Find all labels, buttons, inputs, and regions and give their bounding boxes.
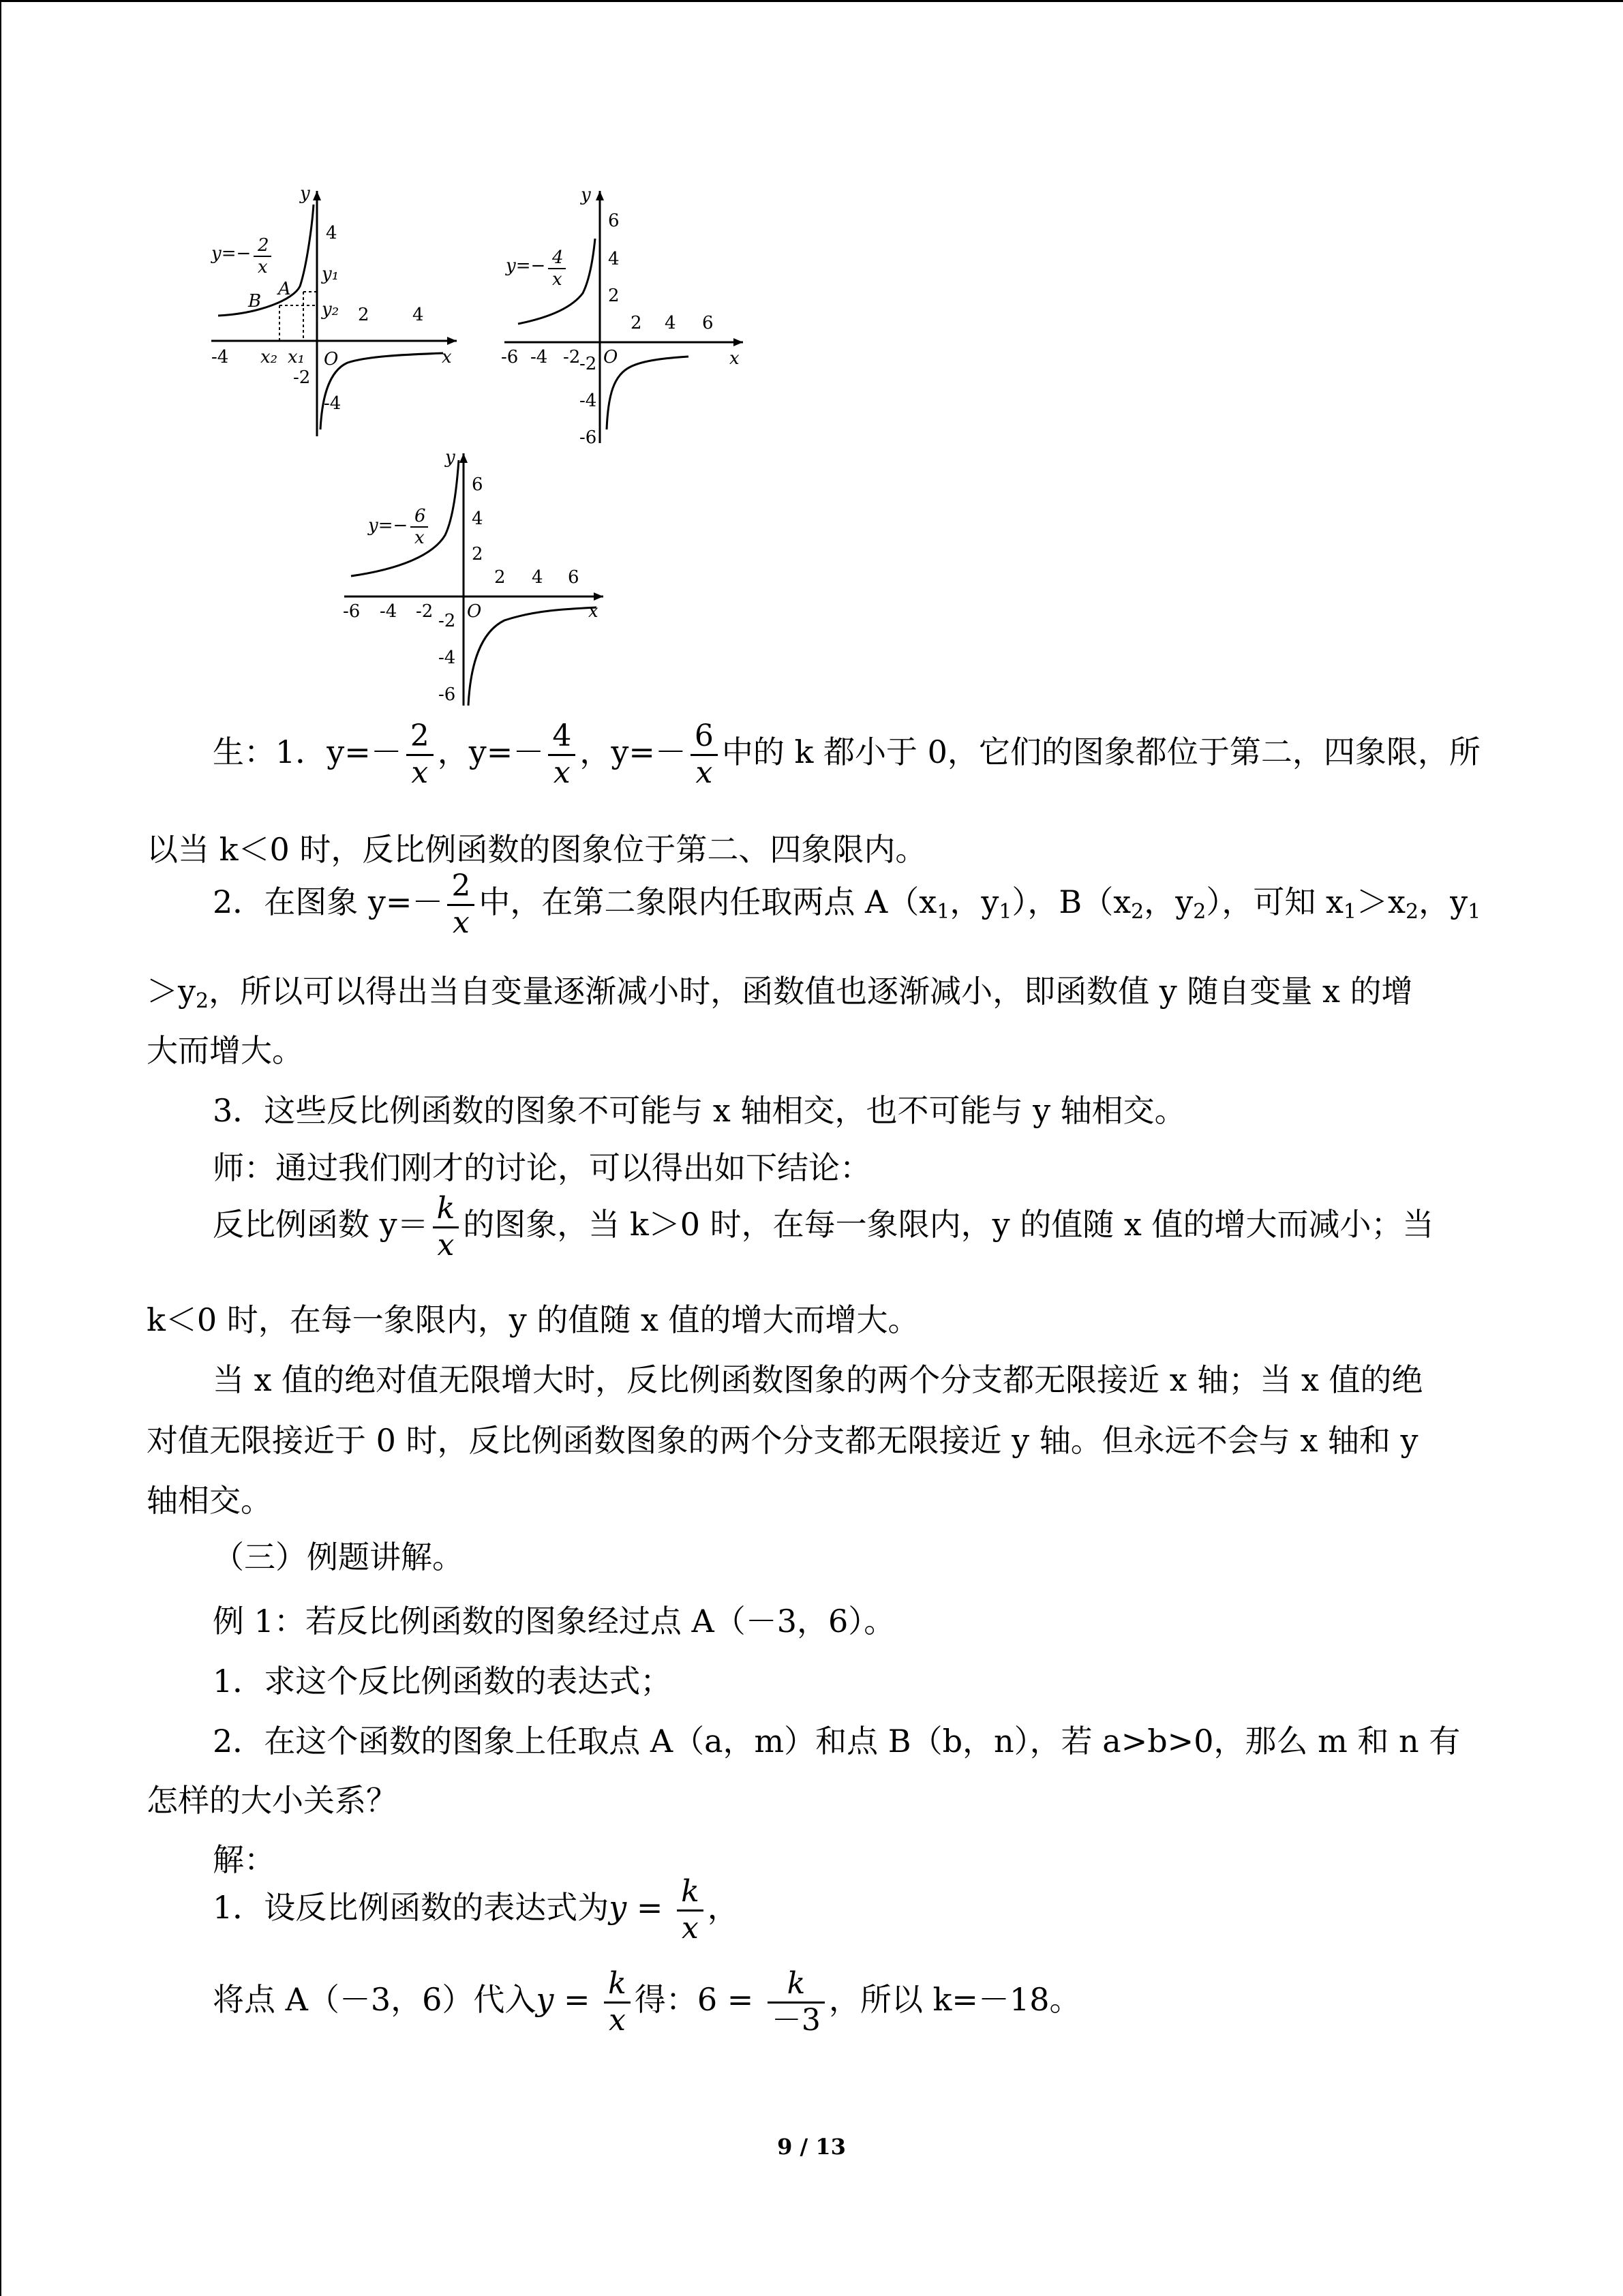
text-line: k＜0 时，在每一象限内，y 的值随 x 值的增大而增大。 bbox=[147, 1301, 920, 1338]
svg-text:4: 4 bbox=[412, 305, 424, 325]
svg-text:x: x bbox=[442, 347, 452, 367]
svg-text:B: B bbox=[248, 291, 262, 312]
svg-text:O: O bbox=[603, 347, 618, 367]
para-asymptote: 当 x 值的绝对值无限增大时，反比例函数图象的两个分支都无限接近 x 轴；当 x 值的绝 bbox=[213, 1361, 1423, 1398]
svg-text:-6: -6 bbox=[343, 601, 361, 622]
svg-text:O: O bbox=[324, 349, 339, 369]
svg-text:4: 4 bbox=[665, 313, 676, 333]
svg-text:4: 4 bbox=[552, 247, 564, 268]
svg-text:x₂: x₂ bbox=[260, 347, 278, 367]
svg-text:O: O bbox=[467, 601, 482, 622]
graph-y-neg-2-over-x bbox=[204, 184, 464, 443]
svg-text:y: y bbox=[300, 184, 310, 204]
svg-text:6: 6 bbox=[414, 506, 426, 526]
question-1: 1．求这个反比例函数的表达式； bbox=[213, 1663, 672, 1700]
svg-text:y=−: y=− bbox=[368, 515, 408, 536]
svg-text:x: x bbox=[258, 257, 268, 277]
svg-text:4: 4 bbox=[472, 509, 483, 529]
text-line: 以当 k＜0 时，反比例函数的图象位于第二、四象限内。 bbox=[147, 831, 927, 868]
svg-text:-6: -6 bbox=[579, 427, 597, 448]
text-line: 轴相交。 bbox=[147, 1482, 272, 1519]
svg-text:4: 4 bbox=[608, 249, 620, 269]
svg-text:2: 2 bbox=[494, 567, 506, 588]
section-heading: （三）例题讲解。 bbox=[213, 1539, 464, 1575]
graph-y-neg-4-over-x bbox=[498, 184, 757, 450]
svg-text:x: x bbox=[414, 528, 425, 548]
svg-text:2: 2 bbox=[631, 313, 642, 333]
svg-text:-2: -2 bbox=[293, 367, 311, 388]
svg-text:2: 2 bbox=[608, 286, 620, 306]
solution-step-1: 1．设反比例函数的表达式为y = $\frac{k}{x}$ ， bbox=[213, 1874, 739, 1946]
svg-text:6: 6 bbox=[608, 211, 620, 231]
curve-q4 bbox=[320, 353, 443, 429]
svg-text:-4: -4 bbox=[380, 601, 397, 622]
solution-step-2: 将点 A（－3，6）代入y = $\frac{k}{x}$ 得：6 = $\frac{k}{-3}$ ，所以 k=－18。 bbox=[213, 1966, 1081, 2038]
text-line: 大而增大。 bbox=[147, 1032, 303, 1069]
svg-text:x: x bbox=[588, 601, 598, 622]
page-number: 9 / 13 bbox=[777, 2134, 846, 2160]
text-line: 对值无限接近于 0 时，反比例函数图象的两个分支都无限接近 y 轴。但永远不会与 x 轴和 y bbox=[147, 1422, 1419, 1459]
svg-text:2: 2 bbox=[258, 235, 269, 256]
svg-text:4: 4 bbox=[532, 567, 543, 588]
svg-text:-6: -6 bbox=[438, 684, 456, 705]
para-student-2: 2．在图象 y=－ $\frac{2}{x}$ 中，在第二象限内任取两点 $A(x_1$，$y_1$），$B(x_2$，$y_2$），可知 $x_1>x_2$，$y_1$ bbox=[213, 868, 1481, 940]
svg-text:6: 6 bbox=[702, 313, 714, 333]
svg-text:y₂: y₂ bbox=[322, 299, 339, 320]
svg-text:-2: -2 bbox=[438, 611, 456, 631]
label: y=− bbox=[211, 243, 252, 264]
para-teacher: 师：通过我们刚才的讨论，可以得出如下结论： bbox=[213, 1149, 871, 1186]
example-title: 例 1：若反比例函数的图象经过点 A（－3，6）。 bbox=[213, 1603, 896, 1640]
svg-text:-4: -4 bbox=[211, 347, 229, 367]
svg-text:x: x bbox=[729, 348, 740, 369]
svg-text:y: y bbox=[581, 185, 591, 205]
svg-text:A: A bbox=[278, 279, 291, 299]
svg-text:y=−: y=− bbox=[506, 256, 546, 276]
svg-text:-4: -4 bbox=[438, 648, 456, 668]
svg-text:y₁: y₁ bbox=[322, 264, 339, 284]
graph-y-neg-6-over-x bbox=[337, 447, 610, 712]
svg-text:-4: -4 bbox=[579, 391, 597, 411]
para-student-1: 生：1．y=－ $\frac{2}{x}$ ，y=－ $\frac{4}{x}$ ，y=－ $\frac{6}{x}$ 中的 k 都小于 0，它们的图象都位于第二，四象限，所 bbox=[213, 719, 1481, 790]
svg-text:-4: -4 bbox=[530, 347, 548, 367]
svg-text:-2: -2 bbox=[563, 347, 581, 367]
svg-text:6: 6 bbox=[472, 474, 483, 495]
svg-text:4: 4 bbox=[326, 223, 337, 243]
para-conclusion: 反比例函数 y＝ $\frac{k}{x}$ 的图象，当 k＞0 时，在每一象限内，y 的值随 x 值的增大而减小；当 bbox=[213, 1191, 1434, 1263]
svg-text:-2: -2 bbox=[416, 601, 434, 622]
svg-text:2: 2 bbox=[472, 544, 483, 564]
svg-text:x₁: x₁ bbox=[288, 347, 305, 367]
svg-text:2: 2 bbox=[358, 305, 369, 325]
para-student-3: 3．这些反比例函数的图象不可能与 x 轴相交，也不可能与 y 轴相交。 bbox=[213, 1092, 1186, 1129]
svg-text:-2: -2 bbox=[579, 354, 597, 374]
ytick: -4 bbox=[324, 393, 342, 414]
svg-text:x: x bbox=[552, 269, 562, 290]
text-line: $>y_2$，所以可以得出当自变量逐渐减小时，函数值也逐渐减小，即函数值 y 随自变量 x 的增 bbox=[147, 973, 1413, 1013]
svg-text:6: 6 bbox=[568, 567, 579, 588]
question-2: 2．在这个函数的图象上任取点 A（a，m）和点 B（b，n），若 a>b>0，那么 m 和 n 有 bbox=[213, 1723, 1461, 1759]
svg-text:y: y bbox=[445, 447, 455, 468]
solution-label: 解： bbox=[213, 1841, 275, 1878]
text-line: 怎样的大小关系？ bbox=[147, 1782, 397, 1819]
svg-text:-6: -6 bbox=[501, 347, 519, 367]
